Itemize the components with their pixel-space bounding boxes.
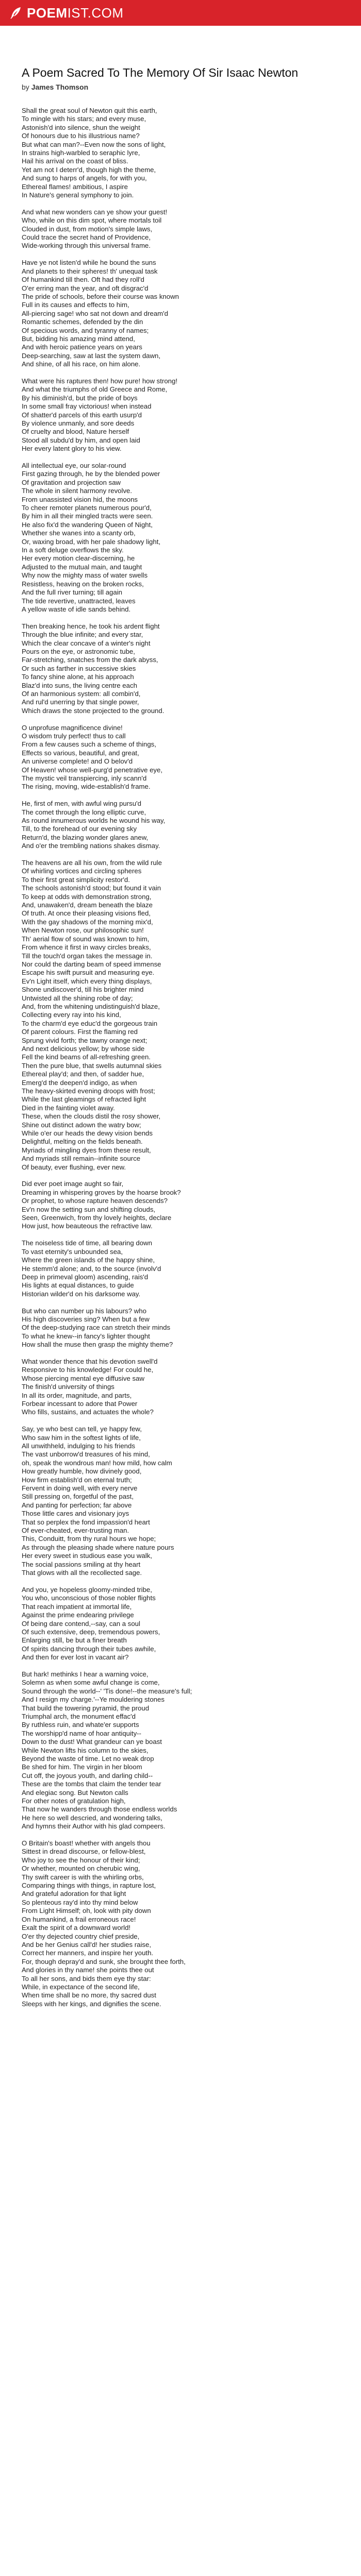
- poem-line: So plenteous ray'd into thy mind below: [22, 1898, 138, 1906]
- poem-line: O'er erring man the year, and oft disgrac'd: [22, 284, 149, 292]
- poem-stanza: [22, 1670, 339, 1831]
- poem-line: Untwisted all the shining robe of day;: [22, 994, 133, 1002]
- poem-line: But hark! methinks I hear a warning voice,: [22, 1670, 149, 1678]
- poem-line: Far-stretching, snatches from the dark abyss,: [22, 656, 158, 664]
- poem-line: Yet am not I deterr'd, though high the theme,: [22, 165, 156, 174]
- poem-line: Till, to the forehead of our evening sky: [22, 825, 137, 833]
- poem-line: Deep-searching, saw at last the system dawn,: [22, 351, 161, 360]
- poem-line: Enlarging still, be but a finer breath: [22, 1636, 127, 1645]
- poem-line: And you, ye hopeless gloomy-minded tribe,: [22, 1585, 152, 1594]
- poem-line: His high discoveries sing? When but a few: [22, 1315, 150, 1323]
- poem-line: Pours on the eye, or astronomic tube,: [22, 647, 135, 655]
- poem-line: To vast eternity's unbounded sea,: [22, 1247, 123, 1256]
- poem-line: Sound through the world--' 'Tis done!--the measure's full;: [22, 1687, 192, 1695]
- poem-line: Effects so various, beautiful, and great,: [22, 749, 139, 757]
- poem-line: Astonish'd into silence, shun the weight: [22, 123, 140, 131]
- poem-line: Escape his swift pursuit and measuring eye.: [22, 969, 155, 977]
- poem-line: To fancy shine alone, at his approach: [22, 673, 134, 681]
- poem-line: He, first of men, with awful wing pursu'd: [22, 800, 141, 808]
- poem-line: When time shall be no more, thy sacred dust: [22, 1991, 156, 1999]
- poem-line: Emerg'd the deepen'd indigo, as when: [22, 1078, 137, 1087]
- poem-stanza: [22, 377, 339, 453]
- poem-line: Hail his arrival on the coast of bliss.: [22, 157, 128, 165]
- poem-line: Fervent in doing well, with every nerve: [22, 1484, 138, 1493]
- site-logo[interactable]: [9, 5, 124, 21]
- poem-line: He stemm'd alone; and, to the source (involv'd: [22, 1264, 161, 1273]
- poem-line: Of specious words, and tyranny of names;: [22, 326, 149, 334]
- poem-line: Sleeps with her kings, and dignifies the scene.: [22, 1999, 161, 2008]
- poem-line: The mystic veil transpiercing, inly scann'd: [22, 774, 147, 782]
- poem-line: Stood all subdu'd by him, and open laid: [22, 436, 140, 444]
- poem-line: That now he wanders through those endless worlds: [22, 1805, 177, 1814]
- poem-stanza: [22, 208, 339, 250]
- poem-line: Comparing things with things, in rapture lost,: [22, 1882, 156, 1890]
- poem-line: While Newton lifts his column to the skies,: [22, 1746, 149, 1754]
- poem-line: The rising, moving, wide-establish'd frame.: [22, 783, 151, 791]
- poem-line: Solemn as when some awful change is come,: [22, 1679, 160, 1687]
- poem-stanza: [22, 1358, 339, 1417]
- poem-line: Nor could the darting beam of speed immense: [22, 960, 161, 968]
- poem-line: To mingle with his stars; and every muse,: [22, 115, 146, 123]
- poem-line: How greatly humble, how divinely good,: [22, 1467, 142, 1476]
- poem-line: How just, how beauteous the refractive law.: [22, 1222, 153, 1230]
- poem-line: Have ye not listen'd while he bound the suns: [22, 259, 156, 267]
- poem-line: Fell the kind beams of all-refreshing green.: [22, 1053, 151, 1061]
- poem-line: Responsive to his knowledge! For could he,: [22, 1366, 154, 1374]
- poem-stanza: [22, 1425, 339, 1577]
- poem-line: In some small fray victorious! when instead: [22, 402, 152, 411]
- poem-line: And o'er the trembling nations shakes dismay.: [22, 842, 160, 850]
- poem-line: Who fills, sustains, and actuates the whole?: [22, 1408, 154, 1416]
- by-label: by: [22, 83, 29, 91]
- poem-line: But who can number up his labours? who: [22, 1307, 146, 1315]
- poem-line: Resistless, heaving on the broken rocks,: [22, 580, 144, 588]
- poem-line: Her every latent glory to his view.: [22, 445, 122, 453]
- poem-line: Which draws the stone projected to the ground.: [22, 706, 165, 715]
- logo-text-main: POEM: [27, 5, 68, 21]
- poem-stanza: [22, 800, 339, 850]
- poem-stanza: [22, 724, 339, 791]
- poem-line: Of an harmonious system: all combin'd,: [22, 689, 141, 698]
- poem-line: Or, waxing broad, with her pale shadowy light,: [22, 537, 161, 546]
- poem-line: He also fix'd the wandering Queen of Night,: [22, 520, 153, 529]
- poem-line: Triumphal arch, the monument effac'd: [22, 1712, 136, 1720]
- poem-line: And what new wonders can ye show your guest!: [22, 208, 168, 216]
- poem-line: But, bidding his amazing mind attend,: [22, 334, 135, 343]
- poem-line: Beyond the waste of time. Let no weak drop: [22, 1754, 154, 1762]
- poem-line: And what the triumphs of old Greece and Rome,: [22, 385, 168, 394]
- poem-line: Who, while on this dim spot, where mortals toil: [22, 216, 162, 225]
- poem-line: All intellectual eye, our solar-round: [22, 462, 126, 469]
- poem-line: Of honours due to his illustrious name?: [22, 132, 140, 140]
- poem-stanza: [22, 622, 339, 715]
- poem-line: Sittest in dread discourse, or fellow-blest,: [22, 1848, 146, 1856]
- poem-line: Historian wilder'd on his darksome way.: [22, 1290, 141, 1298]
- poem-line: To keep at odds with demonstration strong,: [22, 892, 152, 901]
- poem-line: Why now the mighty mass of water swells: [22, 571, 148, 580]
- poem-line: But what can man?--Even now the sons of light,: [22, 140, 166, 148]
- poem-line: That glows with all the recollected sage.: [22, 1569, 142, 1577]
- poem-line: The vast unborrow'd treasures of his mind,: [22, 1450, 150, 1459]
- poem-line: And shine, of all his race, on him alone.: [22, 360, 141, 368]
- poem-line: Wide-working through this universal frame.: [22, 242, 151, 250]
- poem-line: The worshipp'd name of hoar antiquity--: [22, 1729, 141, 1737]
- poem-line: Cut off, the joyous youth, and darling child--: [22, 1771, 153, 1780]
- poem-line: What wonder thence that his devotion swell'd: [22, 1357, 158, 1365]
- poem-line: While o'er our heads the dewy vision bends: [22, 1129, 153, 1138]
- poem-line: Thy swift career is with the whirling orbs,: [22, 1873, 144, 1881]
- poem-line: Of cruelty and blood, Nature herself: [22, 428, 129, 436]
- poem-line: Of truth. At once their pleasing visions fled,: [22, 909, 151, 918]
- poem-line: From whence it first in wavy circles breaks,: [22, 943, 151, 952]
- poem-line: Those little cares and visionary joys: [22, 1510, 129, 1518]
- poem-line: While, in expectance of the second life,: [22, 1982, 140, 1991]
- poem-line: Dreaming in whispering groves by the hoarse brook?: [22, 1188, 181, 1196]
- poem-line: Th' aerial flow of sound was known to him,: [22, 935, 150, 943]
- poem-title: A Poem Sacred To The Memory Of Sir Isaac Newton: [22, 66, 299, 79]
- logo-text-suffix: IST.COM: [67, 5, 124, 21]
- poem-line: What were his raptures then! how pure! how strong!: [22, 377, 177, 385]
- poem-line: And myriads still remain--infinite source: [22, 1155, 141, 1163]
- poem-line: Ev'n Light itself, which every thing displays,: [22, 977, 152, 985]
- poem-line: And glories in thy name! she points thee out: [22, 1966, 154, 1974]
- poem-line: Adjusted to the mutual main, and taught: [22, 563, 142, 571]
- poem-line: An universe complete! and O belov'd: [22, 757, 133, 766]
- poem-line: Delightful, melting on the fields beneath.: [22, 1138, 143, 1146]
- poem-line: And the full river turning; till again: [22, 588, 122, 597]
- poem-line: Be shed for him. The virgin in her bloom: [22, 1763, 142, 1771]
- poem-line: Of gravitation and projection saw: [22, 478, 121, 486]
- poem-line: Through the blue infinite; and every star,: [22, 631, 143, 639]
- poem-line: Of being dare contend,--say, can a soul: [22, 1619, 140, 1628]
- poem-line: And rul'd unerring by that single power,: [22, 698, 139, 706]
- poem-line: And grateful adoration for that light: [22, 1890, 126, 1898]
- poem-line: Of whirling vortices and circling spheres: [22, 867, 142, 875]
- poem-line: Which the clear concave of a winter's night: [22, 639, 151, 647]
- poem-line: Still pressing on, forgetful of the past,: [22, 1493, 134, 1501]
- poem-line: That build the towering pyramid, the proud: [22, 1704, 150, 1712]
- poem-line: By his diminish'd, but the pride of boys: [22, 394, 138, 402]
- poem-line: The schools astonish'd stood; but found it vain: [22, 884, 161, 892]
- poem-line: The tide revertive, unattracted, leaves: [22, 597, 136, 605]
- poem-line: On humankind, a frail erroneous race!: [22, 1915, 136, 1923]
- poem-line: That reach impatient at immortal life,: [22, 1602, 132, 1611]
- poem-line: His lights at equal distances, to guide: [22, 1281, 134, 1290]
- poem-line: Deep in primeval gloom) ascending, rais'd: [22, 1273, 149, 1281]
- poem-line: Or such as farther in successive skies: [22, 664, 136, 672]
- poem-line: Forbear incessant to adore that Power: [22, 1399, 138, 1408]
- poem-line: And with heroic patience years on years: [22, 343, 142, 351]
- poem-line: Then the pure blue, that swells autumnal skies: [22, 1061, 162, 1070]
- poem-line: By violence unmanly, and sore deeds: [22, 419, 135, 427]
- poem-line: These, when the clouds distil the rosy shower,: [22, 1112, 161, 1121]
- poem-line: Or prophet, to whose rapture heaven descends?: [22, 1197, 168, 1205]
- poem-line: The heavy-skirted evening droops with frost;: [22, 1087, 155, 1095]
- poem-line: The whole in silent harmony revolve.: [22, 487, 133, 495]
- poem-content: [0, 26, 361, 2008]
- poem-line: By ruthless ruin, and whate'er supports: [22, 1721, 139, 1729]
- poem-line: Exalt the spirit of a downward world!: [22, 1924, 131, 1932]
- poem-line: Ev'n now the setting sun and shifting clouds,: [22, 1205, 156, 1213]
- poem-line: The finish'd university of things: [22, 1383, 114, 1391]
- site-header: [0, 0, 361, 26]
- poem-line: Romantic schemes, defended by the din: [22, 318, 143, 326]
- poem-line: The comet through the long elliptic curve,: [22, 808, 146, 816]
- poem-line: And be her Genius call'd! her studies raise,: [22, 1940, 152, 1948]
- poem-line: And I resign my charge.'--Ye mouldering stones: [22, 1696, 165, 1704]
- poem-line: And, unawaken'd, dream beneath the blaze: [22, 901, 153, 909]
- author-link[interactable]: James Thomson: [31, 83, 89, 91]
- poem-line: Shine out distinct adown the watry bow;: [22, 1121, 141, 1129]
- poem-line: With the gay shadows of the morning mix'd,: [22, 918, 153, 926]
- poem-line: And hymns their Author with his glad compeers.: [22, 1822, 166, 1831]
- poem-line: And, from the whitening undistinguish'd blaze,: [22, 1002, 160, 1010]
- poem-line: And next delicious yellow; by whose side: [22, 1044, 145, 1053]
- poem-line: Myriads of mingling dyes from these result,: [22, 1146, 151, 1154]
- poem-line: And elegiac song. But Newton calls: [22, 1788, 128, 1797]
- poem-stanza: [22, 1180, 339, 1230]
- poem-line: Died in the fainting violet away.: [22, 1104, 115, 1112]
- poem-line: Then breaking hence, he took his ardent flight: [22, 622, 160, 630]
- poem-byline: [22, 83, 339, 91]
- poem-line: Seen, Greenwich, from thy lovely heights, declare: [22, 1214, 172, 1222]
- poem-line: Of shatter'd parcels of this earth usurp'd: [22, 411, 142, 419]
- poem-line: As round innumerous worlds he wound his way,: [22, 817, 166, 825]
- poem-line: Her every sweet in studious ease you walk,: [22, 1552, 152, 1560]
- poem-stanza: [22, 462, 339, 614]
- poem-line: Of Heaven! whose well-purg'd penetrative eye,: [22, 766, 163, 774]
- poem-line: And panting for perfection; far above: [22, 1501, 132, 1509]
- poem-line: To the charm'd eye educ'd the gorgeous train: [22, 1019, 158, 1027]
- poem-line: Blaz'd into suns, the living centre each: [22, 681, 137, 689]
- poem-line: The noiseless tide of time, all bearing down: [22, 1239, 152, 1247]
- poem-line: In Nature's general symphony to join.: [22, 191, 134, 199]
- poem-line: Shall the great soul of Newton quit this earth,: [22, 107, 157, 114]
- poem-line: To what he knew--in fancy's lighter thought: [22, 1332, 150, 1340]
- poem-line: Ethereal flames! ambitious, I aspire: [22, 182, 128, 191]
- poem-line: In a soft deluge overflows the sky.: [22, 546, 124, 554]
- poem-line: Sprung vivid forth; the tawny orange next;: [22, 1036, 147, 1044]
- poem-line: The heavens are all his own, from the wild rule: [22, 859, 162, 867]
- poem-line: Who joy to see the honour of their kind;: [22, 1856, 140, 1864]
- poem-line: How shall the muse then grasp the mighty theme?: [22, 1341, 173, 1349]
- poem-line: That so perplex the fond impassion'd heart: [22, 1518, 150, 1526]
- poem-line: To cheer remoter planets numerous pour'd,: [22, 504, 152, 512]
- poem-line: Till the touch'd organ takes the message in.: [22, 952, 153, 960]
- poem-line: And planets to their spheres! th' unequal task: [22, 267, 158, 275]
- poem-line: Of ever-cheated, ever-trusting man.: [22, 1527, 129, 1535]
- poem-line: Her every motion clear-discerning, he: [22, 554, 135, 563]
- poem-line: O'er thy dejected country chief preside,: [22, 1932, 140, 1940]
- poem-body: [22, 107, 339, 2008]
- poem-line: The social passions smiling at thy heart: [22, 1560, 141, 1568]
- poem-line: All-piercing sage! who sat not down and dream'd: [22, 309, 169, 317]
- poem-line: Ethereal play'd; and then, of sadder hue,: [22, 1070, 144, 1078]
- poem-line: Where the green islands of the happy shine,: [22, 1256, 155, 1264]
- poem-line: This, Conduitt, from thy rural hours we hope;: [22, 1535, 156, 1543]
- poem-line: Who saw him in the softest lights of life,: [22, 1433, 141, 1442]
- poem-line: Whose piercing mental eye diffusive saw: [22, 1374, 144, 1382]
- poem-line: As through the pleasing shade where nature pours: [22, 1543, 174, 1551]
- poem-line: While the last gleamings of refracted light: [22, 1095, 146, 1104]
- poem-line: Clouded in dust, from motion's simple laws,: [22, 225, 153, 233]
- poem-line: Or whether, mounted on cherubic wing,: [22, 1865, 140, 1873]
- poem-line: Of humankind till then. Oft had they roll'd: [22, 276, 144, 284]
- poem-line: Collecting every ray into his kind,: [22, 1011, 121, 1019]
- poem-line: For other notes of gratulation high,: [22, 1797, 126, 1805]
- poem-line: From a few causes such a scheme of things,: [22, 740, 156, 749]
- poem-line: Down to the dust! What grandeur can ye boast: [22, 1738, 162, 1746]
- poem-line: Did ever poet image aught so fair,: [22, 1180, 124, 1188]
- poem-stanza: [22, 259, 339, 368]
- poem-line: These are the tombs that claim the tender tear: [22, 1780, 161, 1788]
- poem-line: Of parent colours. First the flaming red: [22, 1028, 138, 1036]
- poem-stanza: [22, 1239, 339, 1298]
- poem-line: For, though depray'd and sunk, she brought thee forth,: [22, 1957, 186, 1965]
- poem-line: Of the deep-studying race can stretch their minds: [22, 1324, 171, 1332]
- poem-line: Against the prime endearing privilege: [22, 1611, 134, 1619]
- poem-line: O wisdom truly perfect! thus to call: [22, 732, 126, 740]
- poem-line: oh, speak the wondrous man! how mild, how calm: [22, 1459, 172, 1467]
- poem-stanza: [22, 107, 339, 199]
- poem-line: And then for ever lost in vacant air?: [22, 1653, 129, 1662]
- poem-line: O Britain's boast! whether with angels thou: [22, 1839, 151, 1848]
- feather-pen-icon: [9, 6, 23, 20]
- poem-line: Of spirits dancing through their tubes awhile,: [22, 1645, 156, 1653]
- poem-stanza: [22, 859, 339, 1172]
- poem-line: O unprofuse magnificence divine!: [22, 723, 123, 732]
- poem-line: To all her sons, and bids them eye thy star:: [22, 1974, 151, 1982]
- poem-stanza: [22, 1839, 339, 2008]
- poem-line: How firm establish'd on eternal truth;: [22, 1476, 132, 1484]
- poem-line: All unwithheld, indulging to his friends: [22, 1442, 135, 1450]
- poem-line: The pride of schools, before their course was known: [22, 292, 179, 300]
- poem-line: He here so well descried, and wondering talks,: [22, 1814, 162, 1822]
- poem-stanza: [22, 1307, 339, 1349]
- poem-line: You who, unconscious of those nobler flights: [22, 1594, 156, 1602]
- poem-line: By him in all their mingled tracts were seen.: [22, 512, 153, 520]
- poem-line: A yellow waste of idle sands behind.: [22, 605, 131, 613]
- poem-line: And sung to harps of angels, for with you,: [22, 174, 147, 182]
- poem-line: Shone undiscover'd, till his brighter mind: [22, 986, 144, 994]
- poem-line: Of such extensive, deep, tremendous powers,: [22, 1628, 160, 1636]
- poem-line: To their first great simplicity restor'd.: [22, 875, 130, 884]
- poem-line: Say, ye who best can tell, ye happy few,: [22, 1425, 142, 1433]
- poem-line: Of beauty, ever flushing, ever new.: [22, 1163, 126, 1171]
- poem-line: Full in its causes and effects to him,: [22, 301, 129, 309]
- poem-line: Could trace the secret hand of Providence,: [22, 233, 151, 242]
- poem-line: When Newton rose, our philosophic sun!: [22, 926, 144, 935]
- poem-line: In strains high-warbled to seraphic lyre,: [22, 149, 140, 157]
- poem-line: From unassisted vision hid, the moons: [22, 495, 138, 503]
- poem-line: Whether she wanes into a scanty orb,: [22, 529, 136, 537]
- poem-stanza: [22, 1586, 339, 1662]
- poem-line: From Light Himself; oh, look with pity down: [22, 1907, 151, 1915]
- poem-line: In all its order, magnitude, and parts,: [22, 1391, 132, 1399]
- poem-line: Correct her manners, and inspire her youth.: [22, 1949, 154, 1957]
- poem-line: Return'd, the blazing wonder glares anew,: [22, 833, 149, 841]
- poem-line: First gazing through, he by the blended power: [22, 470, 160, 478]
